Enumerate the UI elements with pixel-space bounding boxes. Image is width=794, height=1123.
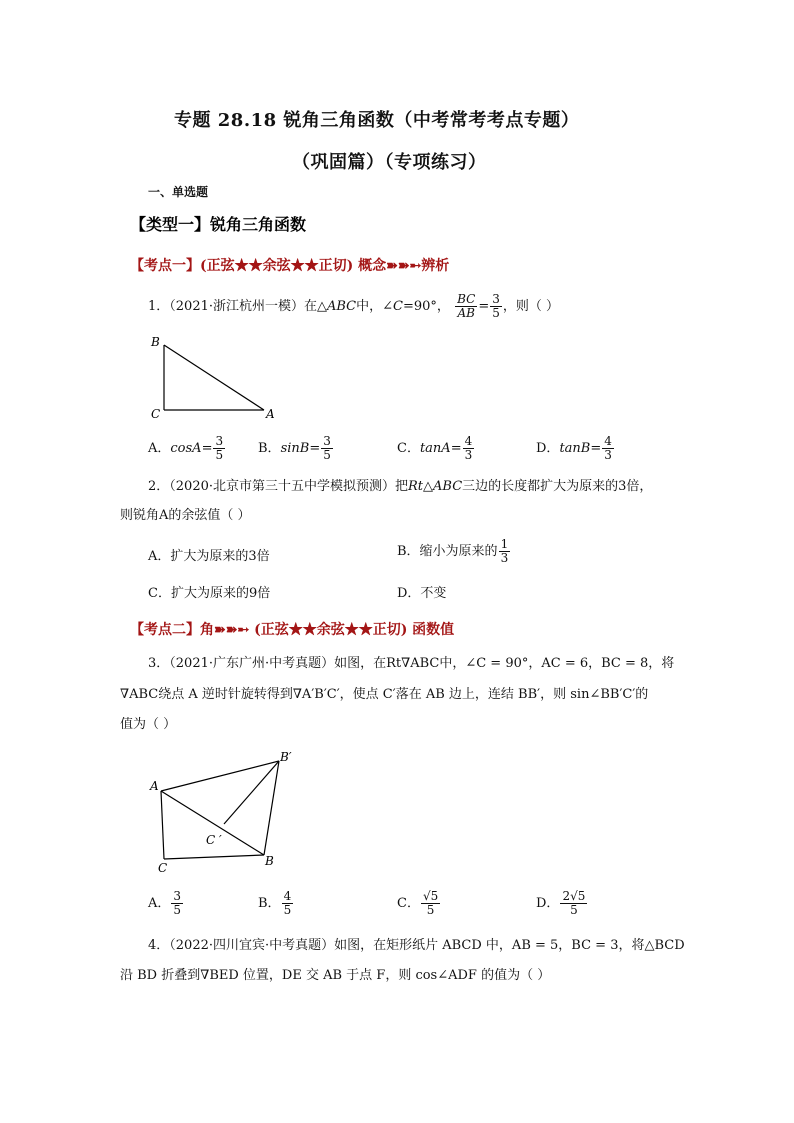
question-2-line2: 则锐角A的余弦值（ ）	[120, 508, 251, 523]
vertex-b-prime-label: B′	[280, 750, 292, 764]
vertex-c-label: C	[158, 861, 168, 875]
question-3-line1: 3．（2021·广东广州·中考真题）如图，在Rt∇ABC中，∠C = 90°，AC = 6，BC = 8，将	[148, 656, 675, 671]
page-subtitle: （巩固篇）（专项练习）	[292, 152, 487, 173]
question-3-line3: 值为（ ）	[120, 717, 177, 732]
q3-option-b[interactable]: B． $\frac{4}{5}$	[258, 889, 292, 917]
q1-option-b[interactable]: B．sinB= $\frac{3}{5}$	[258, 434, 331, 462]
q1-option-a[interactable]: A．cosA= $\frac{3}{5}$	[148, 434, 224, 462]
knowledge-point-1: 【考点一】(正弦★★余弦★★正切) 概念➽➽➸辨析	[130, 258, 450, 274]
type-heading: 【类型一】锐角三角函数	[130, 215, 307, 234]
fraction-bc-ab: $\frac{BC}{AB}$	[457, 292, 476, 320]
question-4-line1: 4．（2022·四川宜宾·中考真题）如图，在矩形纸片 ABCD 中，AB = 5，BC = 3，将△BCD	[148, 938, 685, 953]
question-2-line1: 2．（2020·北京市第三十五中学模拟预测）把Rt△ABC三边的长度都扩大为原来的3倍，	[148, 479, 653, 494]
q2-option-a[interactable]: A．扩大为原来的3倍	[148, 549, 270, 564]
vertex-a-label: A	[266, 407, 275, 421]
question-4-line2: 沿 BD 折叠到∇BED 位置，DE 交 AB 于点 F，则 cos∠ADF 的值为（ ）	[120, 968, 551, 983]
q3-option-a[interactable]: A． $\frac{3}{5}$	[148, 889, 182, 917]
q2-option-d[interactable]: D．不变	[397, 586, 447, 601]
vertex-b-label: B	[265, 854, 274, 868]
question-1-stem: 1．（2021·浙江杭州一模）在△ABC中，∠C=90°， $\frac{BC}{AB}$ = $\frac{3}{5}$ ，则（ ）	[148, 292, 559, 320]
question-3-figure	[148, 748, 308, 878]
q3-option-d[interactable]: D． $\frac{2√5}{5}$	[536, 889, 586, 917]
vertex-c-prime-label: C ′	[206, 833, 222, 847]
vertex-a-label: A	[150, 779, 159, 793]
vertex-c-label: C	[151, 407, 161, 421]
page-title: 专题 28.18 锐角三角函数（中考常考考点专题）	[174, 110, 580, 131]
knowledge-point-2: 【考点二】角➽➽➸ (正弦★★余弦★★正切) 函数值	[130, 622, 455, 638]
question-3-line2: ∇ABC绕点 A 逆时针旋转得到∇A′B′C′，使点 C′落在 AB 边上，连结 BB′，则 sin∠BB′C′的	[120, 687, 649, 702]
q1-option-d[interactable]: D．tanB= $\frac{4}{3}$	[536, 434, 612, 462]
fraction-3-5: $\frac{3}{5}$	[492, 292, 500, 320]
section-heading: 一、单选题	[148, 185, 209, 199]
q1-option-c[interactable]: C．tanA= $\frac{4}{3}$	[397, 434, 473, 462]
q2-option-c[interactable]: C．扩大为原来的9倍	[148, 586, 271, 601]
vertex-b-label: B	[151, 335, 160, 349]
question-1-figure	[148, 333, 278, 423]
q2-option-b[interactable]: B．缩小为原来的 $\frac{1}{3}$	[397, 537, 509, 565]
q3-option-c[interactable]: C． $\frac{√5}{5}$	[397, 889, 439, 917]
